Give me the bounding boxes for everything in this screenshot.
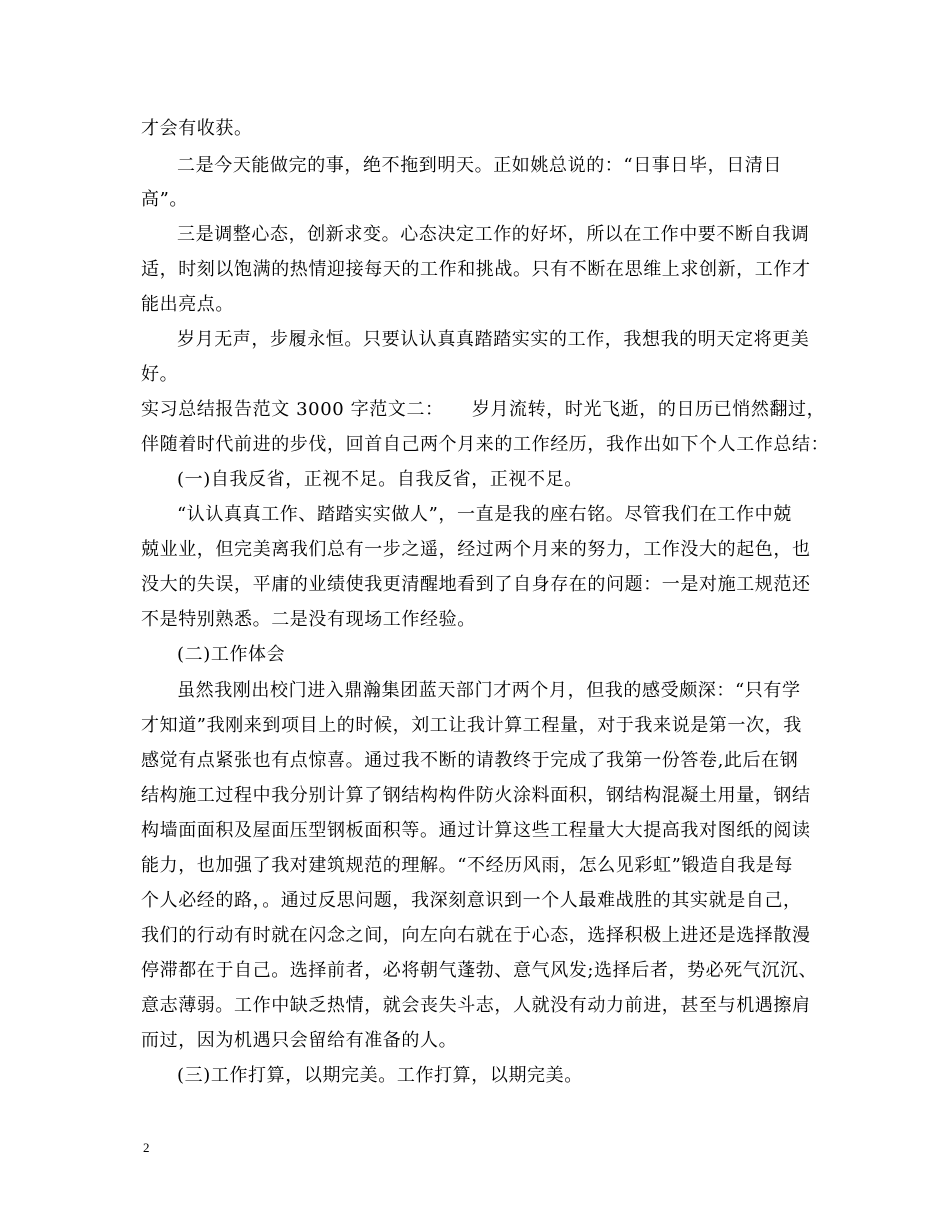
- text-line: 岁月无声，步履永恒。只要认认真真踏踏实实的工作，我想我的明天定将更美: [177, 329, 810, 350]
- text-line: 伴随着时代前进的步伐，回首自己两个月来的工作经历，我作出如下个人工作总结：: [141, 434, 830, 455]
- text-line: 不是特别熟悉。二是没有现场工作经验。: [141, 609, 476, 630]
- text-line: “认认真真工作、踏踏实实做人”，一直是我的座右铭。尽管我们在工作中兢: [177, 504, 792, 525]
- text-line: 停滞都在于自己。选择前者，必将朝气蓬勃、意气风发;选择后者，势必死气沉沉、: [141, 960, 818, 981]
- text-line: 结构施工过程中我分别计算了钢结构构件防火涂料面积，钢结构混凝土用量，钢结: [141, 785, 811, 806]
- text-line: 能出亮点。: [141, 294, 234, 315]
- subsection-heading: (三)工作打算，以期完美。工作打算，以期完美。: [177, 1065, 583, 1086]
- text-line: 没大的失误，平庸的业绩使我更清醒地看到了自身存在的问题：一是对施工规范还: [141, 574, 811, 595]
- text-line: 个人必经的路，。通过反思问题，我深刻意识到一个人最难战胜的其实就是自己，: [141, 890, 802, 911]
- section-heading: 实习总结报告范文 3000 字范文二： 岁月流转，时光飞逝，的日历已悄然翻过，: [141, 399, 826, 420]
- text-line: 才会有收获。: [141, 118, 253, 139]
- text-line: 适，时刻以饱满的热情迎接每天的工作和挑战。只有不断在思维上求创新，工作才: [141, 259, 811, 280]
- text-line: 高”。: [141, 189, 189, 210]
- subsection-heading: (二)工作体会: [177, 644, 286, 665]
- text-line: 感觉有点紧张也有点惊喜。通过我不断的请教终于完成了我第一份答卷,此后在钢: [141, 750, 799, 771]
- text-line: 而过，因为机遇只会留给有准备的人。: [141, 1030, 458, 1051]
- subsection-heading: (一)自我反省，正视不足。自我反省，正视不足。: [177, 469, 583, 490]
- text-line: 构墙面面积及屋面压型钢板面积等。通过计算这些工程量大大提高我对图纸的阅读: [141, 820, 811, 841]
- text-line: 能力，也加强了我对建筑规范的理解。“不经历风雨，怎么见彩虹”锻造自我是每: [141, 855, 794, 876]
- text-line: 我们的行动有时就在闪念之间，向左向右就在于心态，选择积极上进还是选择散漫: [141, 925, 811, 946]
- page-number: 2: [143, 1140, 150, 1155]
- text-line: 兢业业，但完美离我们总有一步之遥，经过两个月来的努力，工作没大的起色，也: [141, 539, 811, 560]
- text-line: 二是今天能做完的事，绝不拖到明天。正如姚总说的：“日事日毕，日清日: [177, 155, 782, 176]
- text-line: 意志薄弱。工作中缺乏热情，就会丧失斗志，人就没有动力前进，甚至与机遇擦肩: [141, 995, 811, 1016]
- text-line: 好。: [141, 364, 179, 385]
- text-line: 三是调整心态，创新求变。心态决定工作的好坏，所以在工作中要不断自我调: [177, 224, 810, 245]
- text-line: 才知道”我刚来到项目上的时候，刘工让我计算工程量，对于我来说是第一次，我: [141, 715, 802, 736]
- text-line: 虽然我刚出校门进入鼎瀚集团蓝天部门才两个月，但我的感受颇深：“只有学: [177, 680, 801, 701]
